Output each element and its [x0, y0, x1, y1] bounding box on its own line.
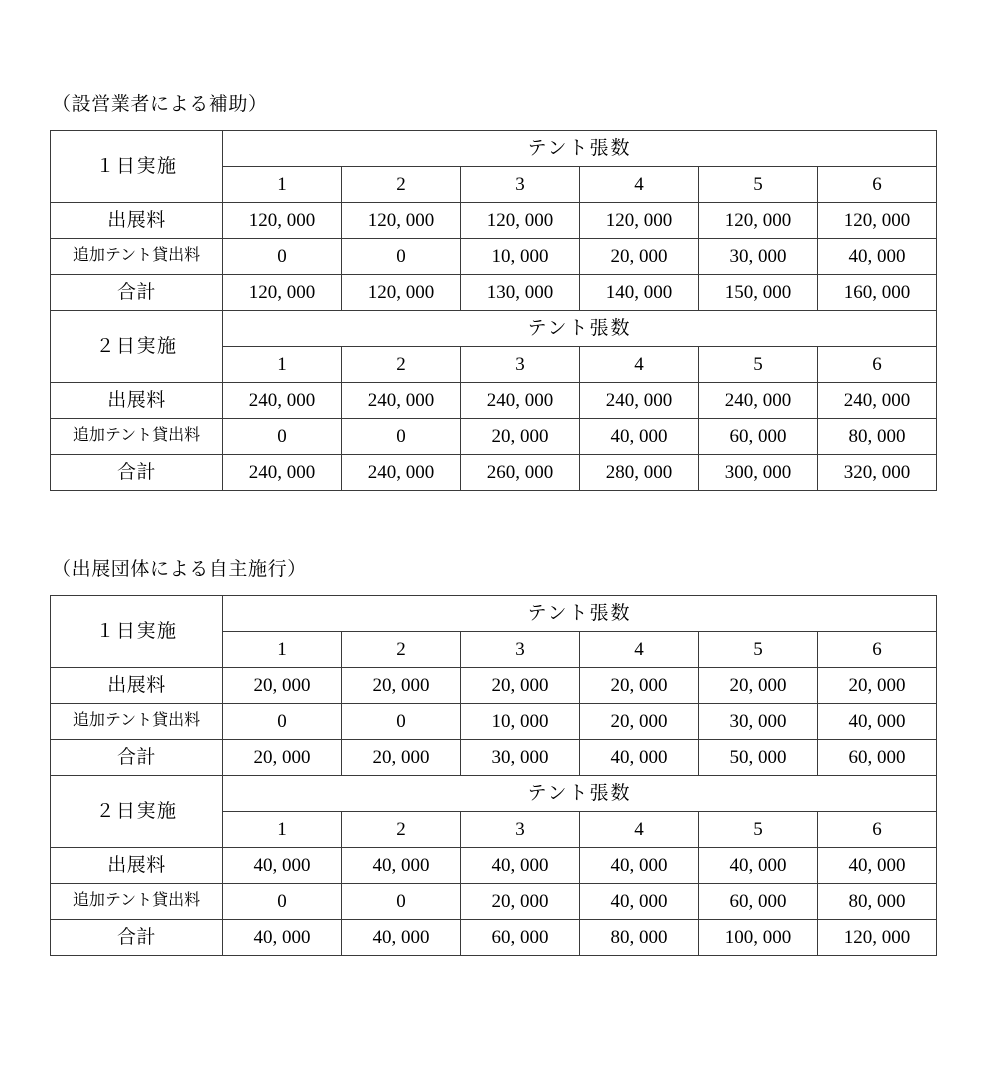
value-cell: 120, 000 [223, 275, 342, 311]
table-row [51, 455, 937, 491]
value-cell: 80, 000 [580, 920, 699, 956]
value-cell: 20, 000 [342, 668, 461, 704]
column-number-cell: 3 [461, 167, 580, 203]
table-row [51, 668, 937, 704]
value-cell: 60, 000 [461, 920, 580, 956]
value-cell: 240, 000 [223, 383, 342, 419]
column-number-cell: 5 [699, 167, 818, 203]
group-header-cell: テント張数 [223, 311, 937, 347]
column-number-cell: 3 [461, 347, 580, 383]
column-number-cell: 5 [699, 632, 818, 668]
value-cell: 40, 000 [580, 419, 699, 455]
fee-section-contractor-assisted [50, 92, 936, 491]
row-label-cell: 合計 [51, 740, 223, 776]
day-label-cell: ２日実施 [51, 776, 223, 848]
value-cell: 40, 000 [818, 239, 937, 275]
column-number-cell: 3 [461, 812, 580, 848]
value-cell: 320, 000 [818, 455, 937, 491]
value-cell: 20, 000 [461, 419, 580, 455]
value-cell: 100, 000 [699, 920, 818, 956]
group-header-cell: テント張数 [223, 776, 937, 812]
value-cell: 80, 000 [818, 419, 937, 455]
row-label-cell: 出展料 [51, 848, 223, 884]
column-number-cell: 4 [580, 167, 699, 203]
column-number-cell: 2 [342, 167, 461, 203]
table-row [51, 920, 937, 956]
value-cell: 0 [223, 704, 342, 740]
value-cell: 20, 000 [461, 884, 580, 920]
row-label-cell: 出展料 [51, 668, 223, 704]
value-cell: 40, 000 [818, 848, 937, 884]
value-cell: 240, 000 [223, 455, 342, 491]
table-row [51, 884, 937, 920]
row-label-cell: 合計 [51, 920, 223, 956]
fee-table-contractor-assisted [50, 130, 937, 491]
row-label-cell: 追加テント貸出料 [51, 419, 223, 455]
table-row [51, 740, 937, 776]
value-cell: 140, 000 [580, 275, 699, 311]
table-row [51, 419, 937, 455]
value-cell: 120, 000 [461, 203, 580, 239]
value-cell: 120, 000 [818, 920, 937, 956]
value-cell: 40, 000 [580, 884, 699, 920]
value-cell: 260, 000 [461, 455, 580, 491]
table-row [51, 596, 937, 632]
column-number-cell: 1 [223, 167, 342, 203]
column-number-cell: 5 [699, 812, 818, 848]
column-number-cell: 6 [818, 347, 937, 383]
value-cell: 20, 000 [342, 740, 461, 776]
value-cell: 150, 000 [699, 275, 818, 311]
value-cell: 20, 000 [580, 704, 699, 740]
row-label-cell: 追加テント貸出料 [51, 239, 223, 275]
value-cell: 20, 000 [461, 668, 580, 704]
value-cell: 240, 000 [580, 383, 699, 419]
day-label-cell: １日実施 [51, 596, 223, 668]
column-number-cell: 3 [461, 632, 580, 668]
value-cell: 30, 000 [461, 740, 580, 776]
column-number-cell: 4 [580, 812, 699, 848]
value-cell: 300, 000 [699, 455, 818, 491]
table-row [51, 131, 937, 167]
value-cell: 40, 000 [223, 920, 342, 956]
column-number-cell: 6 [818, 167, 937, 203]
value-cell: 240, 000 [699, 383, 818, 419]
column-number-cell: 5 [699, 347, 818, 383]
column-number-cell: 6 [818, 632, 937, 668]
value-cell: 20, 000 [580, 668, 699, 704]
group-header-cell: テント張数 [223, 596, 937, 632]
value-cell: 60, 000 [699, 419, 818, 455]
value-cell: 120, 000 [223, 203, 342, 239]
section-caption: （設営業者による補助） [52, 94, 268, 115]
value-cell: 30, 000 [699, 239, 818, 275]
value-cell: 120, 000 [580, 203, 699, 239]
value-cell: 10, 000 [461, 239, 580, 275]
value-cell: 40, 000 [580, 740, 699, 776]
value-cell: 10, 000 [461, 704, 580, 740]
value-cell: 120, 000 [342, 203, 461, 239]
column-number-cell: 2 [342, 632, 461, 668]
table-row [51, 275, 937, 311]
value-cell: 240, 000 [342, 455, 461, 491]
table-row [51, 239, 937, 275]
value-cell: 120, 000 [342, 275, 461, 311]
value-cell: 20, 000 [699, 668, 818, 704]
value-cell: 40, 000 [699, 848, 818, 884]
row-label-cell: 合計 [51, 455, 223, 491]
value-cell: 0 [342, 419, 461, 455]
row-label-cell: 出展料 [51, 203, 223, 239]
value-cell: 0 [342, 239, 461, 275]
group-header-cell: テント張数 [223, 131, 937, 167]
day-label-cell: １日実施 [51, 131, 223, 203]
value-cell: 40, 000 [223, 848, 342, 884]
table-row [51, 848, 937, 884]
row-label-cell: 出展料 [51, 383, 223, 419]
column-number-cell: 6 [818, 812, 937, 848]
value-cell: 40, 000 [580, 848, 699, 884]
day-label-cell: ２日実施 [51, 311, 223, 383]
value-cell: 40, 000 [342, 848, 461, 884]
column-number-cell: 1 [223, 812, 342, 848]
value-cell: 20, 000 [580, 239, 699, 275]
table-row [51, 776, 937, 812]
fee-table-self-managed [50, 595, 937, 956]
value-cell: 0 [223, 884, 342, 920]
value-cell: 130, 000 [461, 275, 580, 311]
column-number-cell: 4 [580, 347, 699, 383]
value-cell: 120, 000 [818, 203, 937, 239]
value-cell: 20, 000 [818, 668, 937, 704]
value-cell: 160, 000 [818, 275, 937, 311]
table-row [51, 311, 937, 347]
row-label-cell: 追加テント貸出料 [51, 884, 223, 920]
section-caption: （出展団体による自主施行） [52, 559, 307, 580]
column-number-cell: 1 [223, 632, 342, 668]
value-cell: 0 [223, 239, 342, 275]
value-cell: 30, 000 [699, 704, 818, 740]
value-cell: 50, 000 [699, 740, 818, 776]
value-cell: 240, 000 [461, 383, 580, 419]
value-cell: 240, 000 [818, 383, 937, 419]
table-row [51, 383, 937, 419]
value-cell: 280, 000 [580, 455, 699, 491]
value-cell: 120, 000 [699, 203, 818, 239]
table-row [51, 704, 937, 740]
value-cell: 40, 000 [461, 848, 580, 884]
column-number-cell: 4 [580, 632, 699, 668]
column-number-cell: 2 [342, 347, 461, 383]
value-cell: 40, 000 [818, 704, 937, 740]
fee-section-self-managed [50, 557, 936, 956]
value-cell: 20, 000 [223, 668, 342, 704]
row-label-cell: 合計 [51, 275, 223, 311]
column-number-cell: 2 [342, 812, 461, 848]
value-cell: 0 [342, 884, 461, 920]
value-cell: 20, 000 [223, 740, 342, 776]
value-cell: 60, 000 [699, 884, 818, 920]
value-cell: 40, 000 [342, 920, 461, 956]
table-row [51, 203, 937, 239]
row-label-cell: 追加テント貸出料 [51, 704, 223, 740]
value-cell: 0 [342, 704, 461, 740]
column-number-cell: 1 [223, 347, 342, 383]
value-cell: 240, 000 [342, 383, 461, 419]
value-cell: 60, 000 [818, 740, 937, 776]
value-cell: 0 [223, 419, 342, 455]
value-cell: 80, 000 [818, 884, 937, 920]
